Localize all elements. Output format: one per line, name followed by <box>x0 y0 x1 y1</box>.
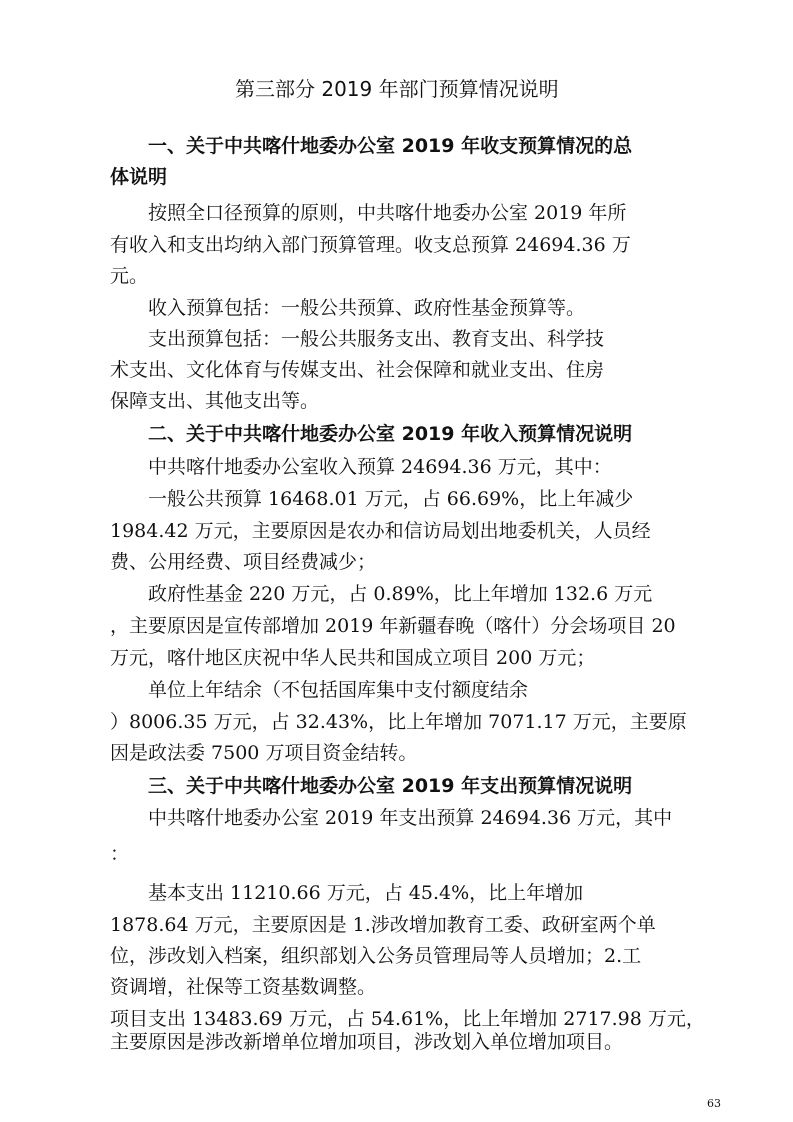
s2-p3-line1: 政府性基金 220 万元，占 0.89%，比上年增加 132.6 万元 <box>148 583 653 605</box>
s1-p3-line2: 术支出、文化体育与传媒支出、社会保障和就业支出、住房 <box>110 359 605 381</box>
page-number: 63 <box>707 1097 721 1110</box>
s2-p2-line1: 一般公共预算 16468.01 万元，占 66.69%，比上年减少 <box>148 488 634 510</box>
s1-p1-line3: 元。 <box>110 265 149 287</box>
s2-p4-line2: ）8006.35 万元，占 32.43%，比上年增加 7071.17 万元，主要原 <box>110 711 687 733</box>
s3-p1-line2: ： <box>110 843 130 865</box>
s2-p4-line1: 单位上年结余（不包括国库集中支付额度结余 <box>148 679 529 701</box>
s2-p2-line3: 费、公用经费、项目经费减少； <box>110 551 377 573</box>
s1-p1-line2: 有收入和支出均纳入部门预算管理。收支总预算 24694.36 万 <box>110 234 631 256</box>
s1-p2-line1: 收入预算包括：一般公共预算、政府性基金预算等。 <box>148 297 586 319</box>
page-title: 第三部分 2019 年部门预算情况说明 <box>235 77 559 101</box>
s3-p3-line2: 主要原因是涉改新增单位增加项目，涉改划入单位增加项目。 <box>110 1031 624 1053</box>
s3-p2-line4: 资调增，社保等工资基数调整。 <box>110 976 377 998</box>
s1-p1-line1: 按照全口径预算的原则，中共喀什地委办公室 2019 年所 <box>148 202 627 224</box>
section-3-heading: 三、关于中共喀什地委办公室 2019 年支出预算情况说明 <box>148 775 633 797</box>
s2-p3-line3: 万元，喀什地区庆祝中华人民共和国成立项目 200 万元； <box>110 647 596 669</box>
s3-p2-line2: 1878.64 万元，主要原因是 1.涉改增加教育工委、政研室两个单 <box>110 914 656 936</box>
s1-p3-line3: 保障支出、其他支出等。 <box>110 390 320 412</box>
s3-p1-line1: 中共喀什地委办公室 2019 年支出预算 24694.36 万元，其中 <box>148 807 673 829</box>
s3-p2-line1: 基本支出 11210.66 万元，占 45.4%，比上年增加 <box>148 882 584 904</box>
s2-p2-line2: 1984.42 万元，主要原因是农办和信访局划出地委机关，人员经 <box>110 520 651 542</box>
section-1-heading-cont: 体说明 <box>110 166 168 188</box>
section-1-heading: 一、关于中共喀什地委办公室 2019 年收支预算情况的总 <box>148 135 633 157</box>
s2-p3-line2: ，主要原因是宣传部增加 2019 年新疆春晚（喀什）分会场项目 20 <box>110 615 676 637</box>
s2-p4-line3: 因是政法委 7500 万项目资金结转。 <box>110 742 418 764</box>
s2-p1-line1: 中共喀什地委办公室收入预算 24694.36 万元，其中： <box>148 456 612 478</box>
s3-p3-line1: 项目支出 13483.69 万元，占 54.61%，比上年增加 2717.98 万元， <box>110 1008 705 1030</box>
s3-p2-line3: 位，涉改划入档案，组织部划入公务员管理局等人员增加；2.工 <box>110 945 642 967</box>
s1-p3-line1: 支出预算包括：一般公共服务支出、教育支出、科学技 <box>148 328 605 350</box>
section-2-heading: 二、关于中共喀什地委办公室 2019 年收入预算情况说明 <box>148 423 633 445</box>
